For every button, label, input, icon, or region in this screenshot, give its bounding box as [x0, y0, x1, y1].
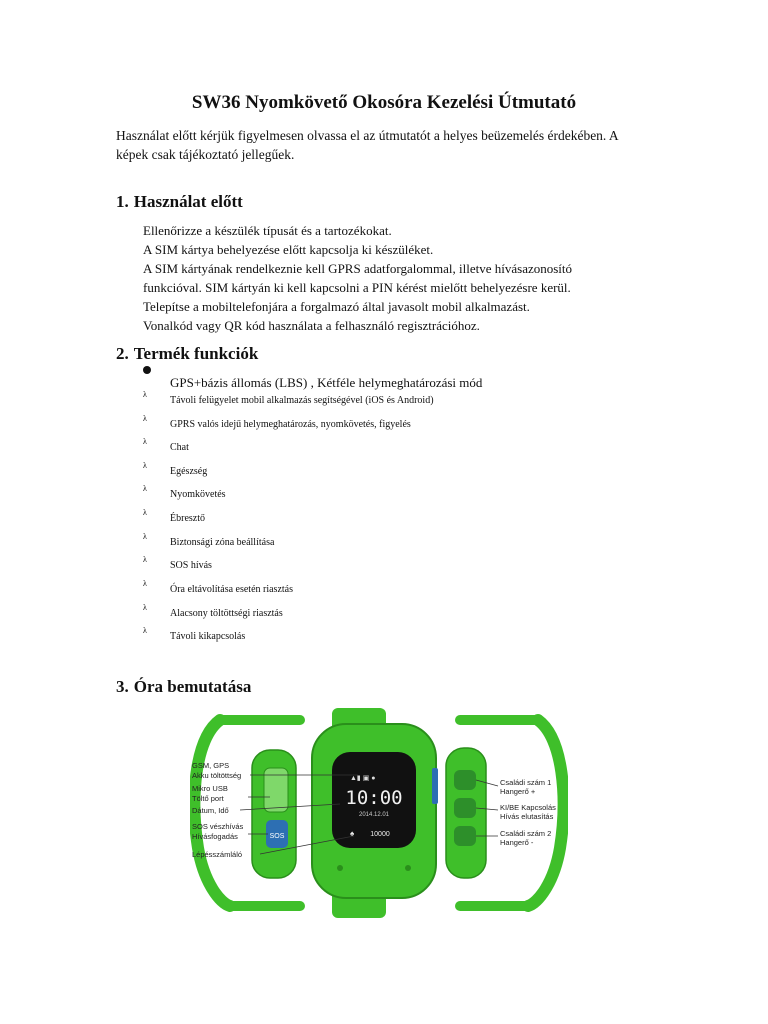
before-use-line: Vonalkód vagy QR kód használata a felhasználó regisztrációhoz. — [143, 318, 480, 333]
list-item — [143, 532, 274, 548]
screen-date: 2014.12.01 — [358, 812, 390, 818]
lambda-bullet-icon: λ — [143, 626, 147, 635]
lambda-bullet-icon: λ — [143, 390, 147, 399]
section-heading-watch-intro — [116, 677, 251, 697]
screen-steps: 10000 — [370, 831, 390, 838]
right-callouts — [476, 778, 556, 847]
bullet-dot-icon — [143, 366, 151, 374]
callout-label: Akku töltöttség — [192, 771, 242, 780]
callout-label: Lépésszámláló — [192, 850, 243, 859]
lambda-bullet-icon: λ — [143, 414, 147, 423]
list-item — [143, 414, 411, 430]
list-item — [143, 390, 434, 406]
before-use-line: A SIM kártya behelyezése előtt kapcsolja ki készüléket. — [143, 242, 434, 257]
lambda-bullet-icon: λ — [143, 461, 147, 470]
gps-feature-line — [143, 366, 483, 390]
function-text: SOS hívás — [170, 560, 212, 571]
lambda-bullet-icon: λ — [143, 603, 147, 612]
list-item — [143, 437, 189, 453]
function-text: Chat — [170, 442, 189, 453]
section-title: Termék funkciók — [133, 344, 259, 363]
function-text: Ébresztő — [170, 513, 205, 524]
function-text: Nyomkövetés — [170, 489, 226, 500]
section-heading-functions — [116, 344, 258, 364]
step-icon: ♠ — [350, 829, 355, 838]
callout-label: Hívásfogadás — [192, 832, 238, 841]
sos-button-label: SOS — [269, 833, 285, 840]
function-text: Alacsony töltöttségi riasztás — [170, 608, 283, 619]
gps-feature-text: GPS+bázis állomás (LBS) , Kétféle helymeghatározási mód — [170, 375, 483, 390]
function-text: Óra eltávolítása esetén riasztás — [170, 584, 293, 595]
intro-paragraph — [116, 126, 646, 164]
signal-icon: ▲▮ ▣ ● — [350, 775, 376, 782]
list-item — [143, 484, 226, 500]
lambda-bullet-icon: λ — [143, 579, 147, 588]
intro-line: Használat előtt kérjük figyelmesen olvassa el az útmutatót a helyes beüzemelés érdekében. A — [116, 128, 619, 143]
lambda-bullet-icon: λ — [143, 484, 147, 493]
section-number: 3. — [116, 677, 129, 696]
callout-label: Családi szám 2 — [500, 829, 552, 838]
lambda-bullet-icon: λ — [143, 508, 147, 517]
lambda-bullet-icon: λ — [143, 437, 147, 446]
callout-label: Hangerő - — [500, 838, 534, 847]
section-title: Óra bemutatása — [133, 677, 252, 696]
list-item — [143, 461, 207, 477]
screen-time: 10:00 — [345, 787, 403, 809]
list-item — [143, 579, 293, 595]
before-use-line: Telepítse a mobiltelefonjára a forgalmazó által javasolt mobil alkalmazást. — [143, 299, 530, 314]
callout-label: KI/BE Kapcsolás — [500, 803, 556, 812]
intro-line: képek csak tájékoztató jellegűek. — [116, 147, 295, 162]
callout-label: Hangerő + — [500, 787, 536, 796]
lambda-bullet-icon: λ — [143, 555, 147, 564]
section-number: 1. — [116, 192, 129, 211]
list-item — [143, 508, 205, 524]
function-text: Egészség — [170, 466, 208, 477]
document-title: SW36 Nyomkövető Okosóra Kezelési Útmutató — [191, 92, 577, 113]
list-item — [143, 555, 212, 571]
section-title: Használat előtt — [133, 192, 243, 211]
function-text: Távoli felügyelet mobil alkalmazás segítségével (iOS és Android) — [170, 395, 434, 406]
list-item — [143, 603, 283, 619]
function-text: GPRS valós idejű helymeghatározás, nyomkövetés, figyelés — [170, 419, 411, 430]
lambda-bullet-icon: λ — [143, 532, 147, 541]
section-heading-before-use — [116, 192, 243, 212]
callout-label: Mikro USB — [192, 784, 228, 793]
list-item — [143, 626, 245, 642]
callout-label: Családi szám 1 — [500, 778, 552, 787]
watch-front — [312, 708, 438, 918]
before-use-line: A SIM kártyának rendelkeznie kell GPRS adatforgalommal, illetve hívásazonosító — [143, 261, 573, 276]
watch-diagram — [190, 708, 568, 918]
function-text: Távoli kikapcsolás — [170, 631, 246, 642]
function-text: Biztonsági zóna beállítása — [170, 537, 275, 548]
callout-label: Dátum, Idő — [192, 806, 229, 815]
callout-label: Töltő port — [192, 794, 224, 803]
before-use-line: funkcióval. SIM kártyán ki kell kapcsolni a PIN kérést mielőtt behelyezésre kerül. — [143, 280, 571, 295]
callout-label: Hívás elutasítás — [500, 812, 554, 821]
before-use-line: Ellenőrizze a készülék típusát és a tartozékokat. — [143, 223, 392, 238]
before-use-list — [143, 221, 643, 335]
callout-label: GSM, GPS — [192, 761, 230, 770]
section-number: 2. — [116, 344, 129, 363]
callout-label: SOS vészhívás — [192, 822, 244, 831]
